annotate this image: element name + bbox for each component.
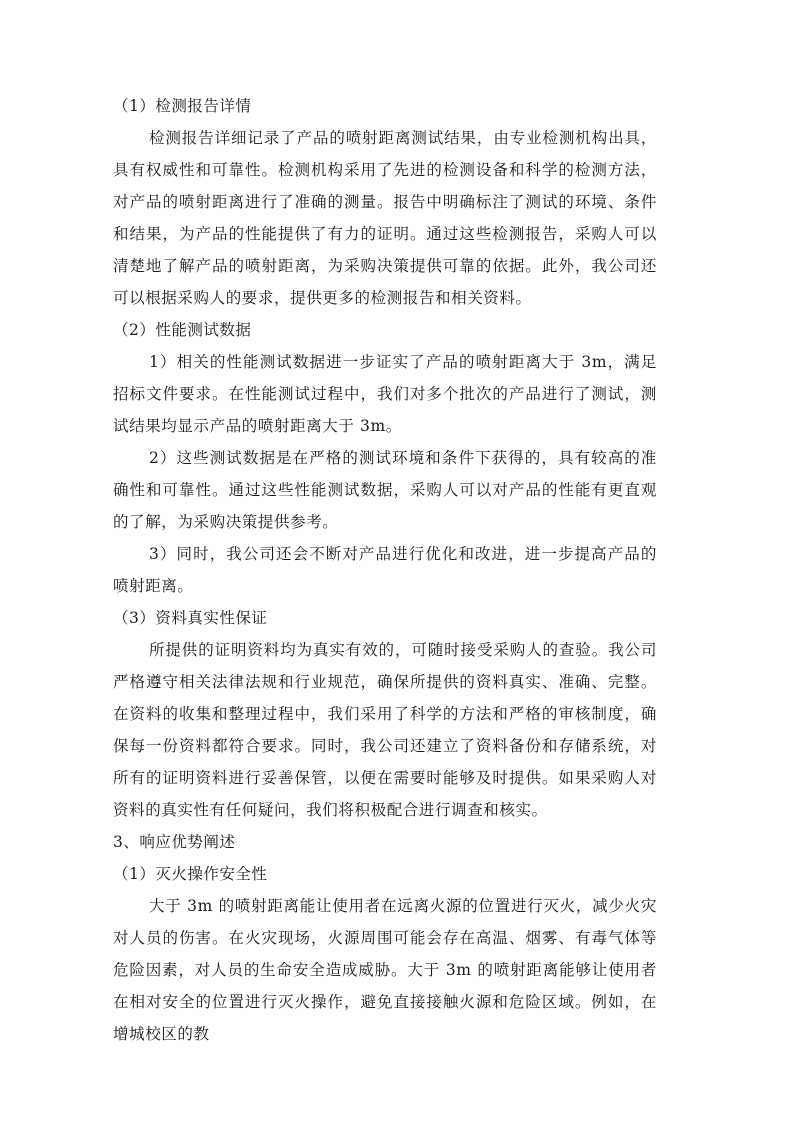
paragraph-performance-item-3: 3）同时，我公司还会不断对产品进行优化和改进，进一步提高产品的喷射距离。 xyxy=(113,545,657,595)
heading-performance-data: （2）性能测试数据 xyxy=(113,321,252,339)
document-body xyxy=(113,90,657,1050)
paragraph-authenticity: 所提供的证明资料均为真实有效的，可随时接受采购人的查验。我公司严格遵守相关法律法规和行业规范，确保所提供的资料真实、准确、完整。在资料的收集和整理过程中，我们采用了科学的方法和严格的审核制度，确保每一份资料都符合要求。同时，我公司还建立了资料备份和存储系统，对所有的证明资料进行妥善保管，以便在需要时能够及时提供。如果采购人对资料的真实性有任何疑问，我们将积极配合进行调查和核实。 xyxy=(113,641,657,819)
paragraph-fire-safety: 大于 3m 的喷射距离能让使用者在远离火源的位置进行灭火，减少火灾对人员的伤害。在火灾现场，火源周围可能会存在高温、烟雾、有毒气体等危险因素，对人员的生命安全造成威胁。大于 3m 的喷射距离能够让使用者在相对安全的位置进行灭火操作，避免直接接触火源和危险区域。例如，在增城校区的教 xyxy=(113,897,657,1043)
paragraph-report-detail: 检测报告详细记录了产品的喷射距离测试结果，由专业检测机构出具，具有权威性和可靠性。检测机构采用了先进的检测设备和科学的检测方法，对产品的喷射距离进行了准确的测量。报告中明确标注了测试的环境、条件和结果，为产品的性能提供了有力的证明。通过这些检测报告，采购人可以清楚地了解产品的喷射距离，为采购决策提供可靠的依据。此外，我公司还可以根据采购人的要求，提供更多的检测报告和相关资料。 xyxy=(113,129,657,307)
paragraph-performance-item-1: 1）相关的性能测试数据进一步证实了产品的喷射距离大于 3m，满足招标文件要求。在性能测试过程中，我们对多个批次的产品进行了测试，测试结果均显示产品的喷射距离大于 3m。 xyxy=(113,353,657,435)
heading-fire-safety: （1）灭火操作安全性 xyxy=(113,865,268,883)
heading-advantages: 3、响应优势阐述 xyxy=(113,833,236,851)
paragraph-performance-item-2: 2）这些测试数据是在严格的测试环境和条件下获得的，具有较高的准确性和可靠性。通过这些性能测试数据，采购人可以对产品的性能有更直观的了解，为采购决策提供参考。 xyxy=(113,449,657,531)
heading-report-detail: （1）检测报告详情 xyxy=(113,97,252,115)
heading-authenticity: （3）资料真实性保证 xyxy=(113,609,268,627)
